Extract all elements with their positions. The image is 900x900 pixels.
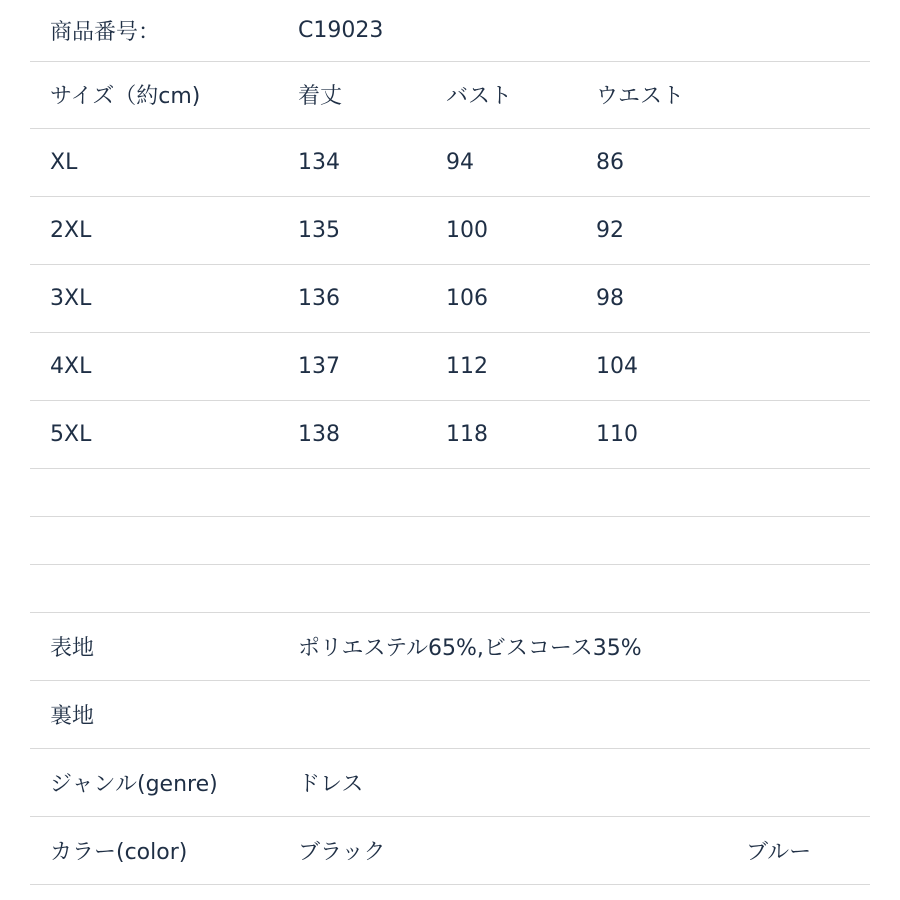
bust-cell: 94 [446,149,474,175]
length-cell: 136 [298,285,340,311]
size-cell: 5XL [50,421,92,447]
size-cell: 2XL [50,217,92,243]
header-size: サイズ（約cm) [50,84,201,109]
empty-row [30,468,870,517]
size-row-5xl [30,400,870,469]
outer-material-row [30,612,870,681]
bust-cell: 112 [446,353,488,379]
product-number-row [30,0,870,62]
lining-label: 裏地 [50,703,95,729]
empty-row [30,564,870,613]
waist-cell: 98 [596,285,624,311]
size-table-header [30,61,870,129]
genre-row [30,748,870,817]
length-cell: 137 [298,353,340,379]
outer-material-value: ポリエステル65%,ビスコース35% [298,635,642,661]
waist-cell: 110 [596,421,638,447]
empty-row [30,516,870,565]
bust-cell: 118 [446,421,488,447]
genre-value: ドレス [298,771,364,797]
outer-material-label: 表地 [50,635,95,661]
header-waist: ウエスト [596,84,685,109]
size-cell: XL [50,149,78,175]
bust-cell: 100 [446,217,488,243]
color-option-black: ブラック [298,839,386,865]
size-row-4xl [30,332,870,401]
size-cell: 3XL [50,285,92,311]
lining-row [30,680,870,749]
genre-label: ジャンル(genre) [50,771,218,797]
size-row-2xl [30,196,870,265]
color-label: カラー(color) [50,839,188,865]
header-bust: バスト [446,84,513,109]
product-number-value: C19023 [298,18,384,43]
size-cell: 4XL [50,353,92,379]
bust-cell: 106 [446,285,488,311]
waist-cell: 104 [596,353,638,379]
length-cell: 138 [298,421,340,447]
length-cell: 134 [298,149,340,175]
size-row-xl [30,128,870,197]
header-length: 着丈 [298,84,343,109]
waist-cell: 92 [596,217,624,243]
color-row [30,816,870,885]
product-number-label: 商品番号： [50,20,161,45]
waist-cell: 86 [596,149,624,175]
color-option-blue: ブルー [746,839,812,865]
length-cell: 135 [298,217,340,243]
size-row-3xl [30,264,870,333]
